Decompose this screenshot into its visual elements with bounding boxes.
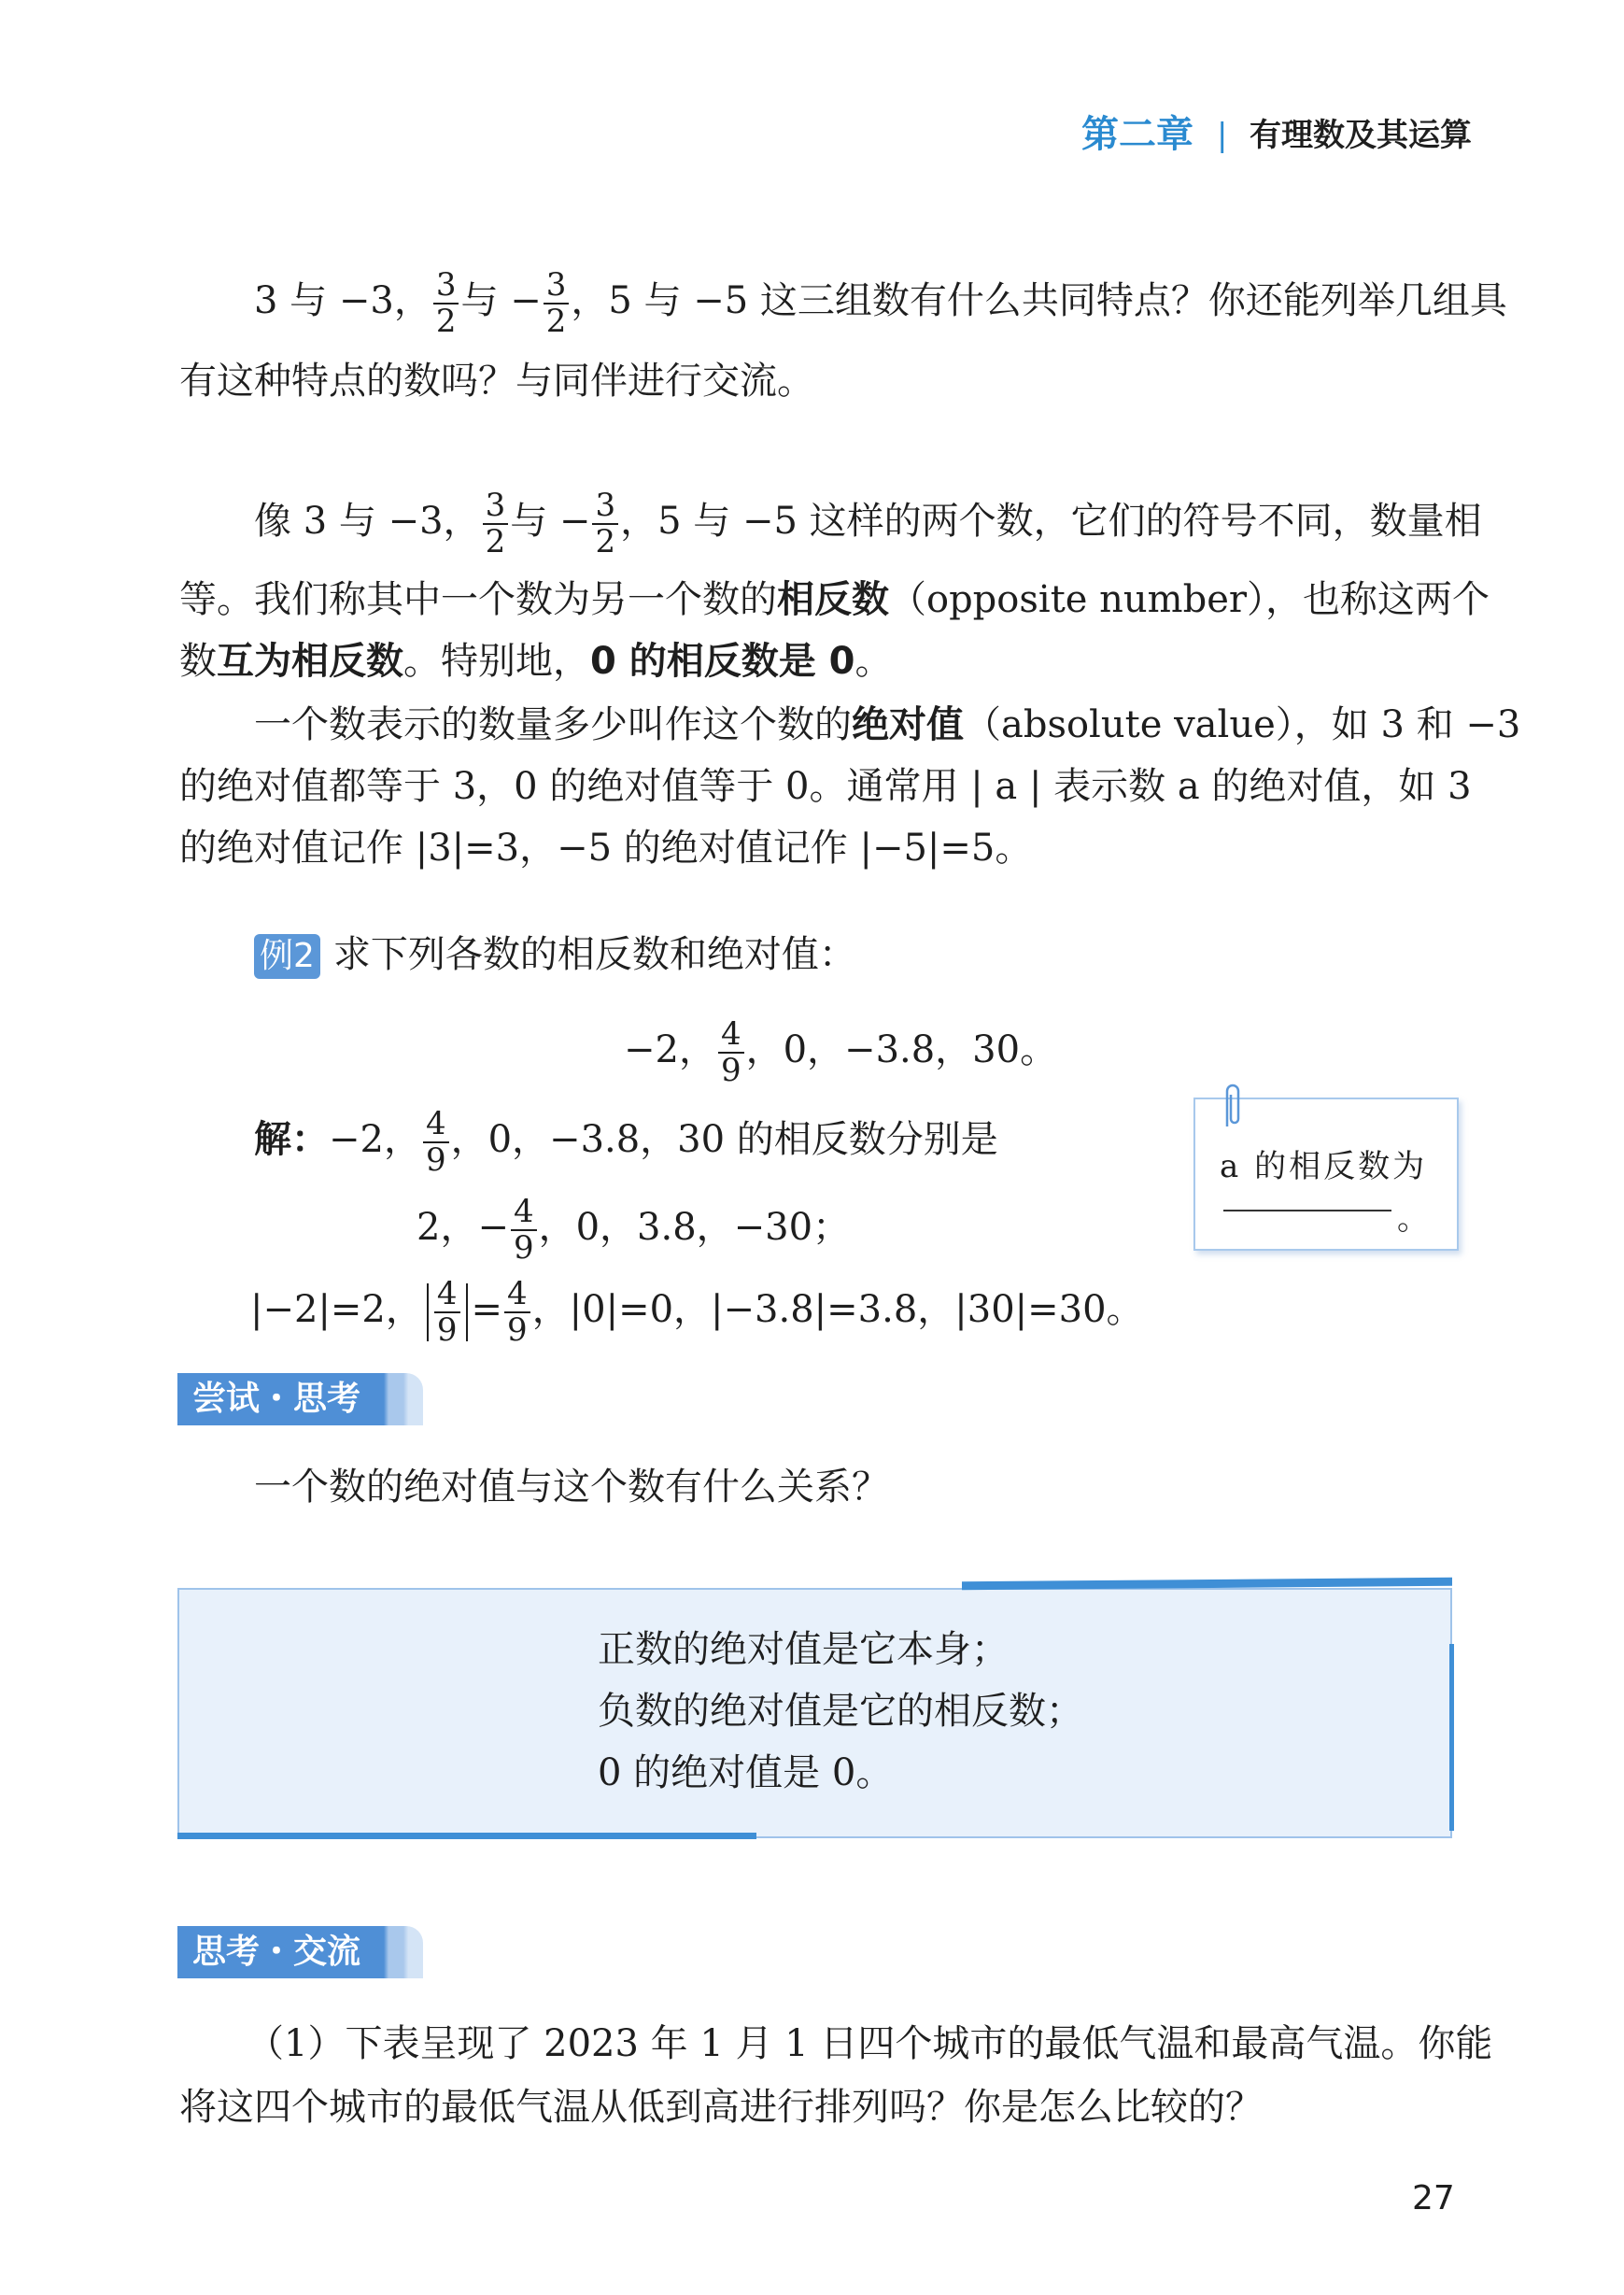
note-blank (1223, 1210, 1391, 1211)
term-mutual-opposite: 互为相反数 (217, 640, 403, 683)
summary-line-2: 负数的绝对值是它的相反数； (598, 1690, 1083, 1733)
header-separator: | (1217, 117, 1228, 154)
summary-box-accent-right (1449, 1644, 1454, 1831)
solution-label: 解： (254, 1118, 329, 1161)
solution-line-1: 解：−2， $\frac{4}{9}$ ，0，−3.8，30 的相反数分别是 (254, 1105, 998, 1179)
example-heading (254, 934, 856, 979)
fraction-3-2: $\frac{3}{2}$ (592, 489, 618, 559)
paperclip-icon (1220, 1082, 1244, 1130)
fraction-3-2: $\frac{3}{2}$ (483, 489, 509, 559)
section-tag-think-exchange: 思考・交流 (177, 1926, 423, 1978)
fraction-4-9: $\frac{4}{9}$ (504, 1277, 530, 1347)
fraction-4-9: $\frac{4}{9}$ (511, 1195, 537, 1265)
exchange-question-line-1: （1）下表呈现了 2023 年 1 月 1 日四个城市的最低气温和最高气温。你能 (247, 2022, 1493, 2065)
page-number: 27 (1412, 2179, 1455, 2217)
term-absolute-value: 绝对值 (852, 703, 964, 746)
definition-line-4: 一个数表示的数量多少叫作这个数的绝对值（absolute value），如 3 和 −3 (254, 703, 1521, 746)
note-text: a 的相反数为 (1220, 1148, 1428, 1185)
fraction-3-2: $\frac{3}{2}$ (433, 268, 459, 338)
try-think-question: 一个数的绝对值与这个数有什么关系？ (254, 1466, 889, 1509)
example-number-list: −2， $\frac{4}{9}$ ，0，−3.8，30。 (624, 1015, 1058, 1089)
zero-opposite-rule: 0 的相反数是 0 (590, 640, 855, 683)
chapter-title: 有理数及其运算 (1250, 117, 1472, 154)
definition-line-2: 等。我们称其中一个数为另一个数的相反数（opposite number），也称这两个 (179, 578, 1490, 621)
example-badge: 例2 (254, 934, 320, 979)
example-prompt: 求下列各数的相反数和绝对值： (332, 933, 856, 976)
summary-box-accent-bottom (177, 1833, 756, 1839)
summary-line-1: 正数的绝对值是它本身； (598, 1628, 1009, 1671)
definition-line-6: 的绝对值记作 |3|=3，−5 的绝对值记作 |−5|=5。 (179, 827, 1033, 870)
intro-line-2: 有这种特点的数吗？与同伴进行交流。 (179, 360, 814, 403)
solution-opposites: 2，− $\frac{4}{9}$ ，0，3.8，−30； (417, 1193, 851, 1267)
fraction-3-2: $\frac{3}{2}$ (544, 268, 570, 338)
definition-line-5: 的绝对值都等于 3，0 的绝对值等于 0。通常用 | a | 表示数 a 的绝对值，如 3 (179, 765, 1472, 808)
section-tag-try-think: 尝试・思考 (177, 1373, 423, 1425)
note-end: 。 (1397, 1200, 1429, 1238)
definition-line-3: 数互为相反数。特别地，0 的相反数是 0。 (179, 640, 893, 683)
summary-line-3: 0 的绝对值是 0。 (598, 1751, 894, 1794)
definition-line-1: 像 3 与 −3， $\frac{3}{2}$ 与 − $\frac{3}{2}$ ，5 与 −5 这样的两个数，它们的符号不同，数量相 (254, 487, 1482, 560)
solution-absolute-values: |−2|=2， $\frac{4}{9}$ = $\frac{4}{9}$ ，|0|=0，|−3.8|=3.8，|30|=30。 (250, 1275, 1144, 1349)
chapter-label: 第二章 (1081, 113, 1193, 156)
fraction-4-9: $\frac{4}{9}$ (718, 1017, 744, 1087)
exchange-question-line-2: 将这四个城市的最低气温从低到高进行排列吗？你是怎么比较的？ (179, 2086, 1263, 2129)
fraction-4-9: $\frac{4}{9}$ (434, 1277, 460, 1347)
fraction-4-9: $\frac{4}{9}$ (423, 1107, 449, 1177)
term-opposite-number: 相反数 (777, 578, 889, 621)
intro-line-1: 3 与 −3， $\frac{3}{2}$ 与 − $\frac{3}{2}$ ，5 与 −5 这三组数有什么共同特点？你还能列举几组具 (254, 266, 1507, 340)
